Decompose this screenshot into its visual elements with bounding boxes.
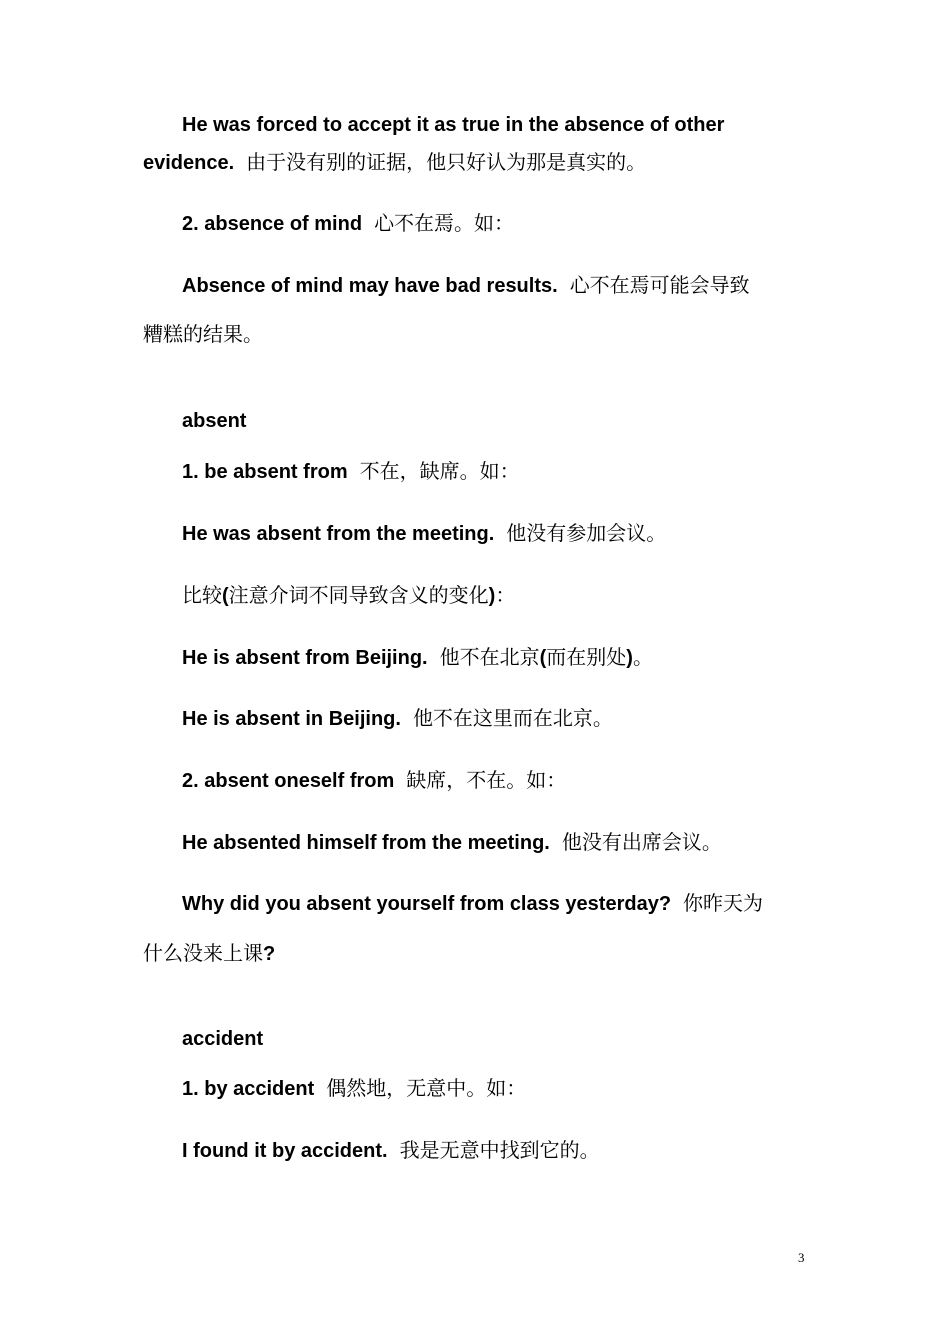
- example-sentence: Why did you absent yourself from class yesterday? 你昨天为: [182, 891, 764, 915]
- example-sentence: I found it by accident. 我是无意中找到它的。: [182, 1138, 600, 1162]
- example-translation-continued: 什么没来上课?: [143, 941, 276, 965]
- headword-absent: absent: [182, 410, 247, 432]
- example-sentence: He is absent in Beijing. 他不在这里而在北京。: [182, 706, 613, 730]
- example-sentence-line: evidence. 由于没有别的证据，他只好认为那是真实的。: [143, 150, 647, 174]
- example-translation-continued: 糟糕的结果。: [143, 322, 263, 346]
- phrase-entry: 2. absence of mind 心不在焉。如：: [182, 211, 515, 235]
- example-sentence: He was absent from the meeting. 他没有参加会议。: [182, 521, 667, 545]
- page-number: 3: [798, 1250, 805, 1265]
- phrase-entry: 1. by accident 偶然地，无意中。如：: [182, 1076, 527, 1100]
- example-sentence: He is absent from Beijing. 他不在北京(而在别处)。: [182, 645, 653, 669]
- example-sentence: He absented himself from the meeting. 他没有出席会议。: [182, 830, 722, 854]
- example-sentence: Absence of mind may have bad results. 心不在焉可能会导致: [182, 273, 750, 297]
- phrase-entry: 2. absent oneself from 缺席，不在。如：: [182, 768, 567, 792]
- headword-accident: accident: [182, 1028, 264, 1050]
- phrase-entry: 1. be absent from 不在，缺席。如：: [182, 459, 520, 483]
- comparison-note: 比较(注意介词不同导致含义的变化)：: [182, 583, 516, 607]
- example-sentence-en: He was forced to accept it as true in the absence of other: [182, 114, 725, 136]
